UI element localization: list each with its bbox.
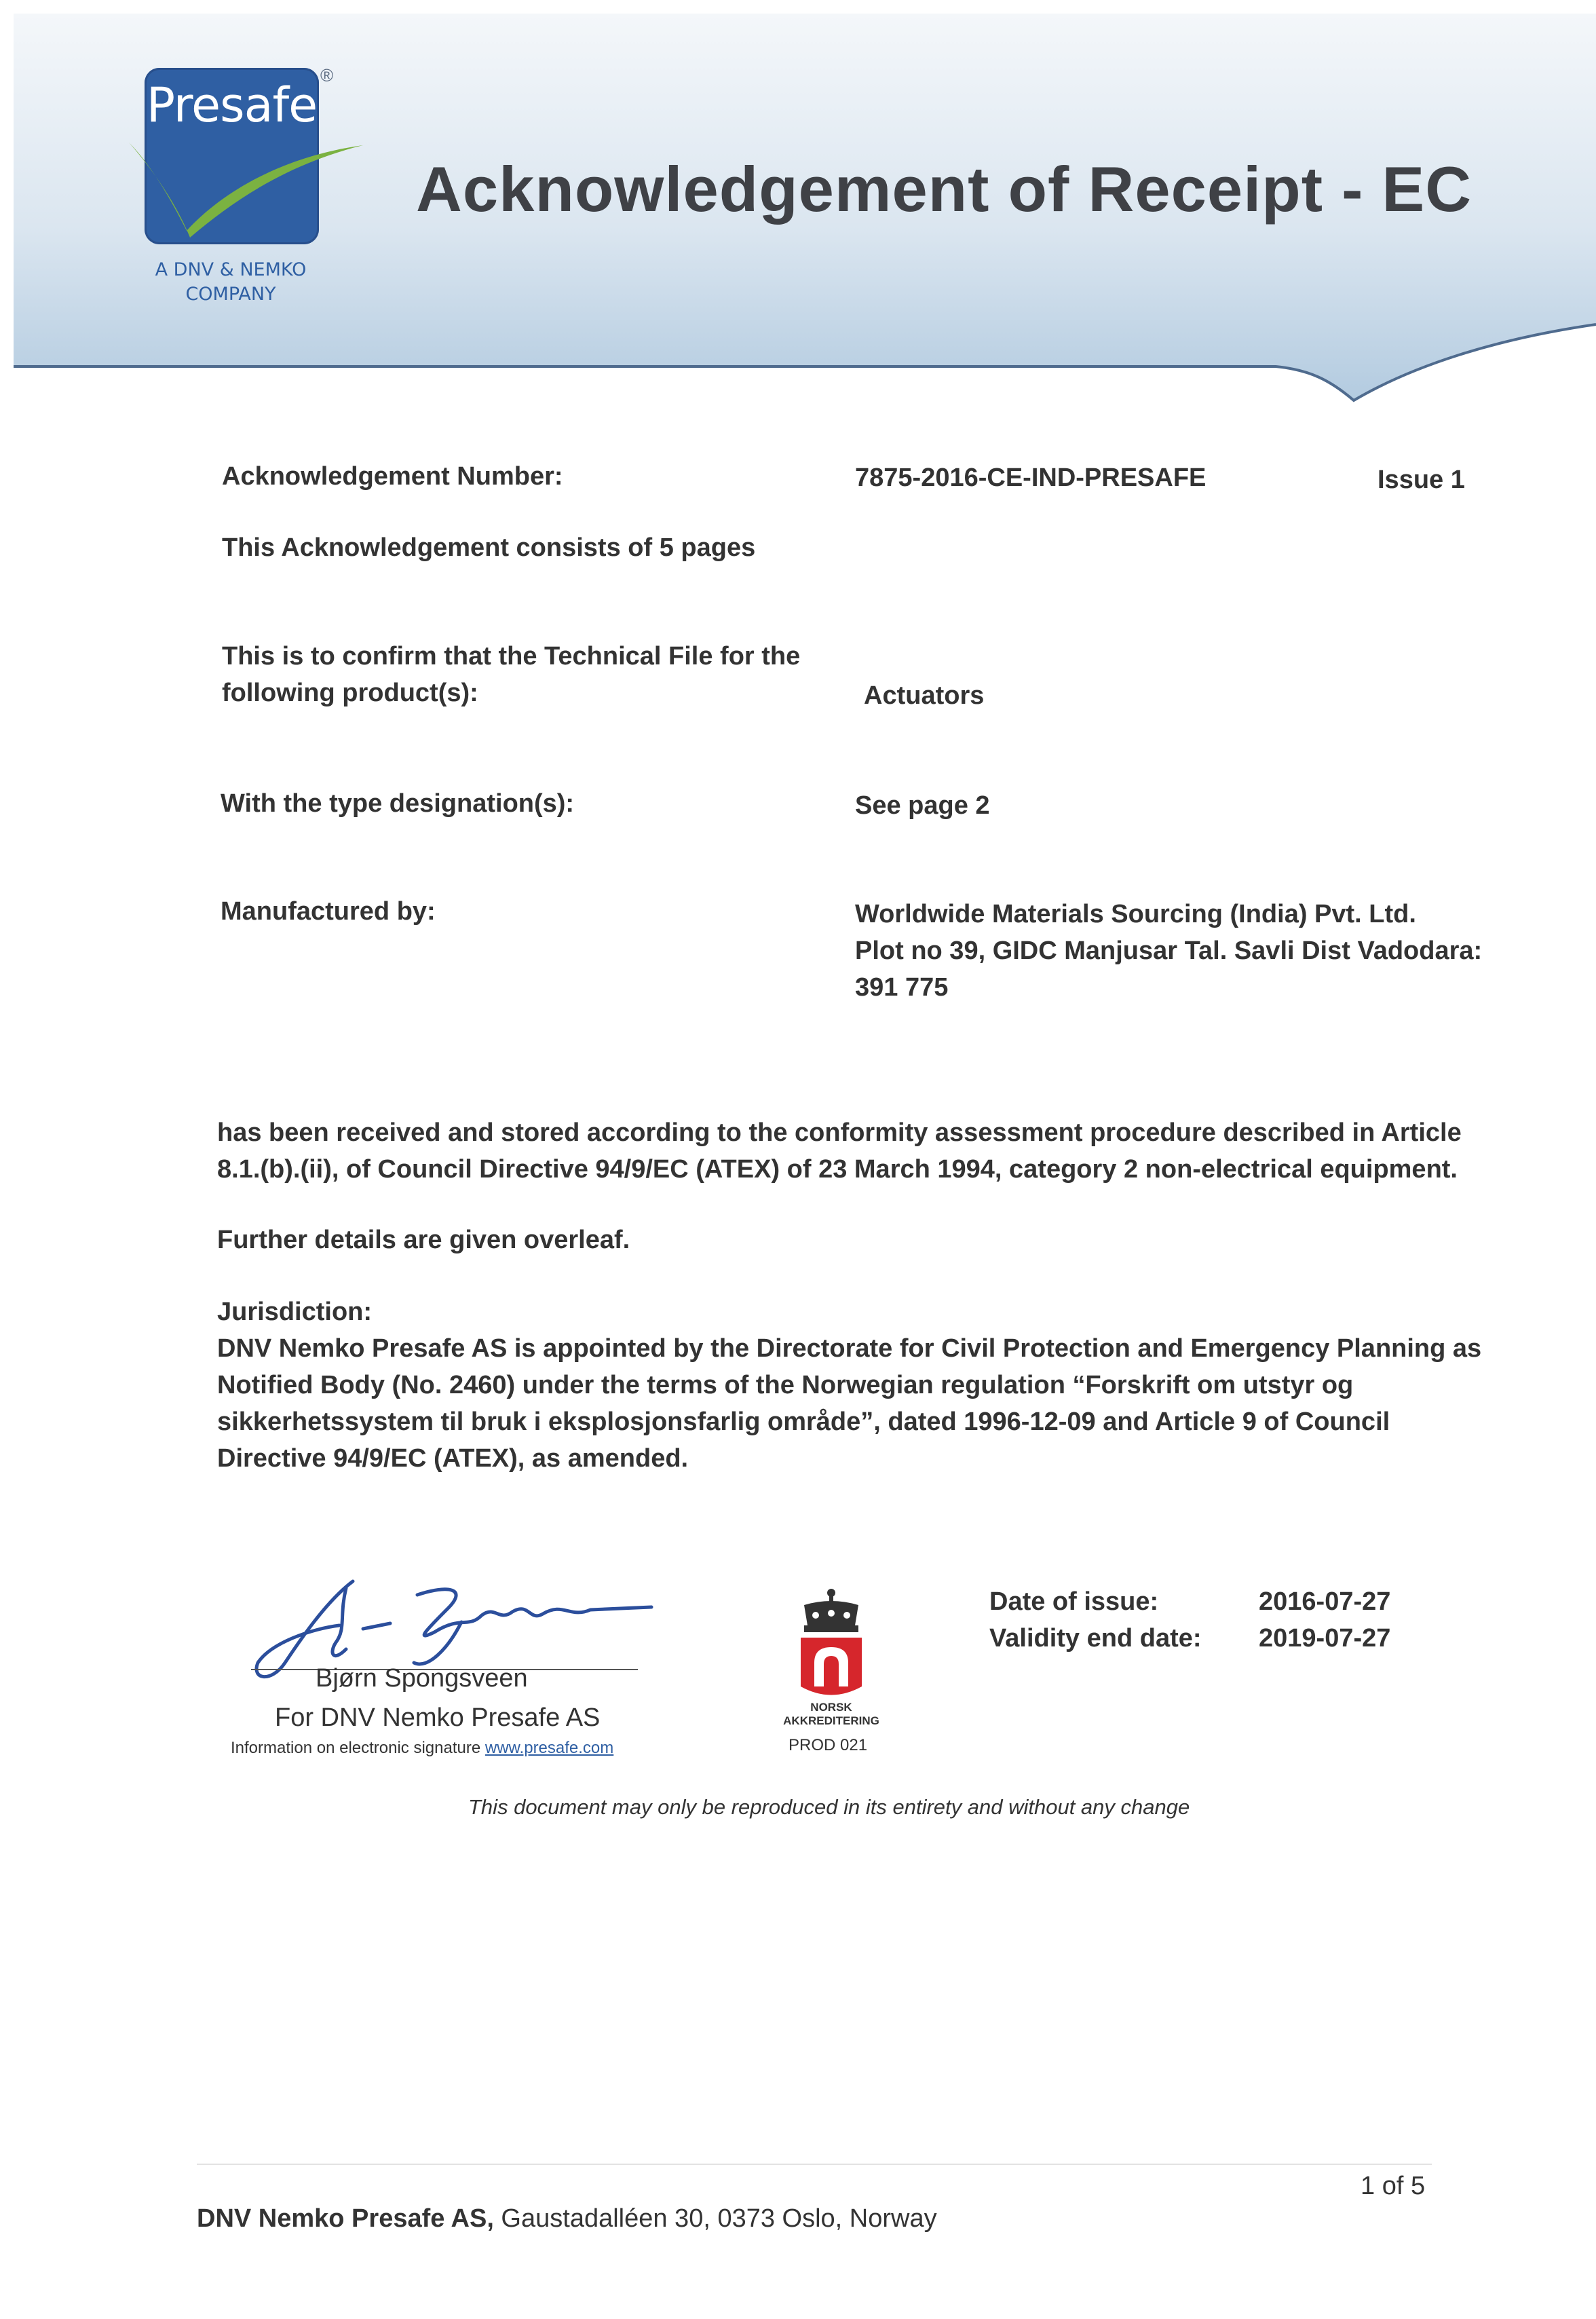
logo-subtitle-line1: A DNV & NEMKO [155, 259, 307, 280]
jurisdiction-line4: Directive 94/9/EC (ATEX), as amended. [217, 1444, 689, 1473]
page-number: 1 of 5 [1361, 2172, 1426, 2200]
manufacturer-line1: Worldwide Materials Sourcing (India) Pvt. Ltd. [855, 900, 1416, 928]
received-line2: 8.1.(b).(ii), of Council Directive 94/9/EC (ATEX) of 23 March 1994, category 2 non-electrical equipment. [217, 1155, 1458, 1184]
further-details [217, 1222, 1506, 1258]
ack-number-value: 7875-2016-CE-IND-PRESAFE [855, 464, 1206, 492]
jurisdiction-line3: sikkerhetssystem til bruk i eksplosjonsfarlig område”, dated 1996-12-09 and Article 9 of Council [217, 1408, 1390, 1436]
signature-info-text: Information on electronic signature [231, 1739, 485, 1757]
footer-divider [197, 2164, 1432, 2165]
jurisdiction-label: Jurisdiction: [217, 1298, 373, 1326]
accreditation-code: PROD 021 [788, 1736, 868, 1754]
logo-wordmark: Presafe [146, 77, 318, 133]
further-text: Further details are given overleaf. [217, 1226, 630, 1254]
manufacturer-label: Manufactured by: [221, 897, 436, 926]
accreditation-line1: NORSK [810, 1701, 852, 1714]
validity-date-value: 2019-07-27 [1259, 1624, 1391, 1653]
reproduction-notice: This document may only be reproduced in its entirety and without any change [468, 1795, 1190, 1819]
logo-subtitle-line2: COMPANY [185, 284, 276, 305]
validity-date-label: Validity end date: [989, 1624, 1202, 1653]
check-mark-icon [122, 136, 366, 244]
document-title: Acknowledgement of Receipt - EC [416, 153, 1472, 225]
footer-street: Gaustadalléen 30, 0373 Oslo, Norway [493, 2204, 937, 2233]
jurisdiction-line2: Notified Body (No. 2460) under the terms of the Norwegian regulation “Forskrift om utstyr og [217, 1371, 1354, 1399]
manufacturer-address [855, 896, 1482, 1006]
confirm-line1: This is to confirm that the Technical File for the [222, 642, 801, 671]
manufacturer-line3: 391 775 [855, 973, 949, 1002]
issue-date-value: 2016-07-27 [1259, 1587, 1391, 1616]
norsk-akkreditering-logo [774, 1585, 889, 1734]
confirm-text [222, 638, 800, 711]
footer-company: DNV Nemko Presafe AS, [197, 2204, 494, 2233]
accreditation-line2: AKKREDITERING [783, 1714, 879, 1727]
footer-address [197, 2204, 937, 2233]
product-value: Actuators [864, 681, 985, 710]
registered-mark: ® [320, 65, 334, 86]
signature-info [231, 1739, 613, 1758]
received-line1: has been received and stored according to the conformity assessment procedure described in Article [217, 1118, 1462, 1147]
manufacturer-line2: Plot no 39, GIDC Manjusar Tal. Savli Dist Vadodara: [855, 937, 1483, 965]
pages-note: This Acknowledgement consists of 5 pages [222, 533, 756, 562]
confirm-line2: following product(s): [222, 679, 478, 707]
signatory-name: Bjørn Spongsveen [316, 1664, 528, 1693]
issue-date-label: Date of issue: [989, 1587, 1159, 1616]
type-designation-label: With the type designation(s): [221, 789, 575, 818]
jurisdiction-section [217, 1294, 1506, 1477]
logo-subtitle [122, 258, 339, 307]
type-designation-value: See page 2 [855, 791, 990, 820]
received-paragraph [217, 1114, 1506, 1188]
presafe-website-link[interactable]: www.presafe.com [484, 1739, 614, 1757]
ack-number-label: Acknowledgement Number: [222, 462, 563, 491]
issue-number: Issue 1 [1378, 466, 1465, 494]
signatory-organization: For DNV Nemko Presafe AS [275, 1703, 601, 1732]
jurisdiction-line1: DNV Nemko Presafe AS is appointed by the Directorate for Civil Protection and Emergency Planning as [217, 1334, 1482, 1363]
